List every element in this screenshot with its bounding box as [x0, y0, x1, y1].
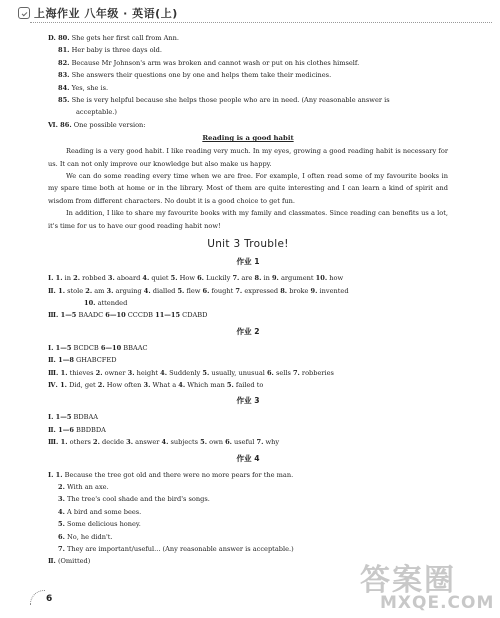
answer-line: 4. A bird and some bees.: [58, 507, 142, 516]
answer-line: 3. The tree's cool shade and the bird's songs.: [58, 495, 210, 504]
watermark-line-1: 答案圈: [360, 563, 456, 598]
answer-line: Ⅱ. 1—6 BBDBDA: [48, 425, 106, 434]
answer-line: Ⅱ. 1—8 GHABCFED: [48, 356, 117, 365]
answer-line: 5. Some delicious honey.: [58, 520, 141, 529]
essay-paragraph: We can do some reading every time when we are free. For example, I often read some of my favourite books in my spare time both at home or in the library. Most of them are quite interesting and I can learn a kind of spirit and wisdom from different characters. No doubt it is a good choice to get fun.: [48, 172, 448, 205]
answer-line: Ⅲ. 1—5 BAADC 6—10 CCCDB 11—15 CDABD: [48, 311, 208, 320]
answer-line: 82. Because Mr Johnson's arm was broken and cannot wash or put on his clothes himself.: [58, 58, 360, 67]
answer-line: 10. attended: [84, 298, 128, 307]
answer-line: 85. She is very helpful because she helps those people who are in need. (Any reasonable answer is: [58, 96, 390, 105]
homework-4-title: 作业 4: [236, 453, 260, 463]
essay-paragraph: In addition, I like to share my favourite books with my family and classmates. Since reading can benefits us a lot, it's time for us to have our good reading habit now!: [48, 209, 448, 230]
book-logo-icon: [18, 7, 30, 19]
section-6-heading: Ⅵ. 86. One possible version:: [48, 120, 146, 129]
page-content: [48, 32, 448, 568]
answer-line: D. 80. She gets her first call from Ann.: [48, 34, 179, 42]
header-title: 上海作业 八年级 · 英语(上): [34, 7, 178, 20]
homework-1-title: 作业 1: [236, 257, 260, 267]
unit-title: Unit 3 Trouble!: [207, 238, 289, 251]
watermark: [352, 555, 500, 618]
answer-line: 83. She answers their questions one by one and helps them take their medicines.: [58, 71, 332, 80]
answer-line: Ⅰ. 1. in 2. robbed 3. aboard 4. quiet 5. How 6. Luckily 7. are 8. in 9. argument 10. how: [48, 274, 344, 283]
essay-title: Reading is a good habit: [202, 134, 294, 143]
answer-line: acceptable.): [76, 108, 117, 117]
answer-line: 7. They are important/useful... (Any reasonable answer is acceptable.): [58, 545, 294, 553]
page-header: [0, 0, 500, 24]
answer-line: 6. No, he didn't.: [58, 532, 113, 541]
homework-3-title: 作业 3: [236, 396, 260, 406]
answer-line: Ⅰ. 1. Because the tree got old and there were no more pears for the man.: [48, 470, 294, 479]
page-number: 6: [46, 594, 53, 604]
answer-line: 84. Yes, she is.: [58, 83, 109, 92]
answer-line: 81. Her baby is three days old.: [58, 46, 162, 55]
answer-line: Ⅰ. 1—5 BCDCB 6—10 BBAAC: [48, 343, 148, 352]
essay-paragraph: Reading is a very good habit. I like reading very much. In my eyes, growing a good reading habit is necessary for us. It can not only improve our knowledge but also make us happy.: [48, 147, 448, 168]
answer-line: Ⅱ. (Omitted): [48, 557, 91, 566]
answer-line: Ⅲ. 1. thieves 2. owner 3. height 4. Suddenly 5. usually, unusual 6. sells 7. robberies: [48, 368, 334, 377]
page-corner-ornament: [30, 590, 45, 605]
answer-line: Ⅲ. 1. others 2. decide 3. answer 4. subjects 5. own 6. useful 7. why: [48, 438, 280, 447]
answer-line: 2. With an axe.: [58, 482, 109, 491]
watermark-line-2: MXQE.COM: [380, 593, 495, 613]
answer-line: Ⅳ. 1. Did, get 2. How often 3. What a 4. Which man 5. failed to: [48, 380, 264, 389]
answer-line: Ⅰ. 1—5 BDBAA: [48, 413, 99, 422]
header-divider: [30, 22, 492, 23]
answer-line: Ⅱ. 1. stole 2. am 3. arguing 4. dialled 5. flew 6. fought 7. expressed 8. broke 9. invented: [48, 286, 349, 295]
homework-2-title: 作业 2: [236, 326, 260, 336]
